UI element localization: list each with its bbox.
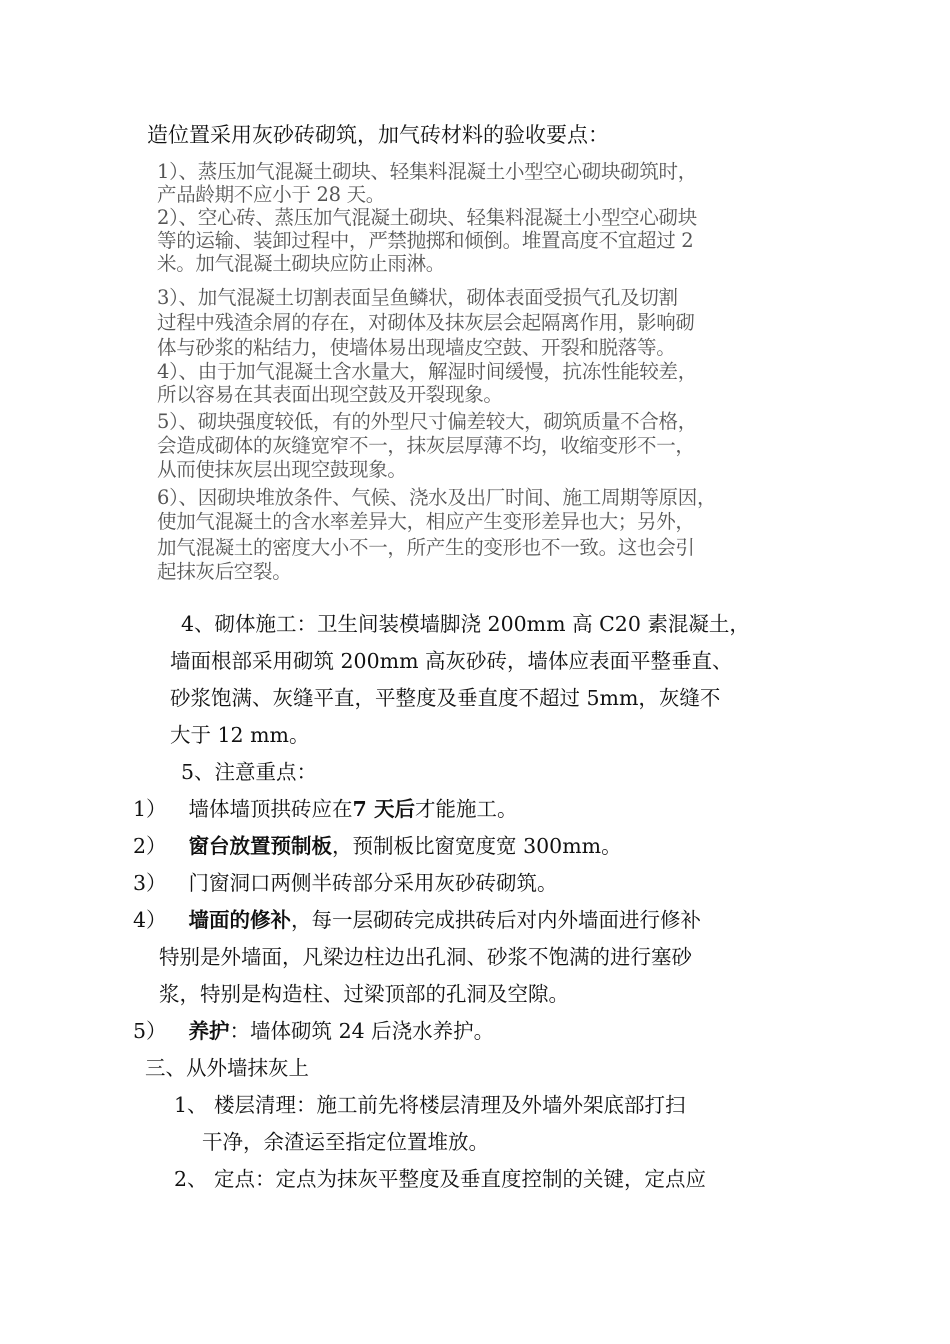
key-points-heading: 5、注意重点：	[181, 760, 318, 784]
list-number: 3）	[133, 871, 167, 895]
acceptance-line: 过程中残渣余屑的存在，对砌体及抹灰层会起隔离作用，影响砌	[157, 311, 695, 334]
acceptance-line: 4）、由于加气混凝土含水量大，解湿时间缓慢，抗冻性能较差，	[157, 360, 697, 383]
masonry-line: 墙面根部采用砌筑 200mm 高灰砂砖，墙体应表面平整垂直、	[170, 649, 733, 673]
masonry-line: 大于 12 mm。	[170, 723, 310, 747]
key-point-4-continued: 浆，特别是构造柱、过梁顶部的孔洞及空隙。	[159, 982, 569, 1006]
list-number: 1）	[133, 797, 167, 821]
masonry-line: 4、砌体施工：卫生间装模墙脚浇 200mm 高 C20 素混凝土，	[181, 612, 750, 636]
section-3-line: 干净，余渣运至指定位置堆放。	[202, 1130, 489, 1154]
acceptance-line: 会造成砌体的灰缝宽窄不一，抹灰层厚薄不均，收缩变形不一，	[157, 434, 695, 457]
acceptance-line: 2）、空心砖、蒸压加气混凝土砌块、轻集料混凝土小型空心砌块	[157, 206, 697, 229]
key-point-text: ，每一层砌砖完成拱砖后对内外墙面进行修补	[291, 908, 702, 932]
acceptance-line: 使加气混凝土的含水率差异大，相应产生变形差异也大；另外，	[157, 510, 695, 533]
key-point-emphasis: 养护	[188, 1019, 230, 1043]
key-point-emphasis: 窗台放置预制板	[188, 834, 333, 858]
acceptance-line: 1）、蒸压加气混凝土砌块、轻集料混凝土小型空心砌块砌筑时，	[157, 160, 697, 183]
list-number: 4）	[133, 908, 167, 932]
key-point-text: 才能施工。	[414, 797, 518, 821]
key-point-5	[133, 1021, 494, 1042]
key-point-emphasis: 墙面的修补	[188, 908, 292, 932]
acceptance-line: 产品龄期不应小于 28 天。	[157, 183, 386, 206]
key-point-text: ，预制板比窗宽度宽 300mm。	[332, 834, 622, 858]
list-number: 5）	[133, 1019, 167, 1043]
intro-line: 造位置采用灰砂砖砌筑，加气砖材料的验收要点：	[147, 123, 609, 147]
key-point-1	[133, 799, 517, 820]
masonry-line: 砂浆饱满、灰缝平直，平整度及垂直度不超过 5mm，灰缝不	[170, 686, 721, 710]
acceptance-line: 等的运输、装卸过程中，严禁抛掷和倾倒。堆置高度不宜超过 2	[157, 229, 694, 252]
key-point-2	[133, 836, 622, 857]
key-point-text: 门窗洞口两侧半砖部分采用灰砂砖砌筑。	[188, 871, 558, 895]
acceptance-line: 5）、砌块强度较低，有的外型尺寸偏差较大，砌筑质量不合格，	[157, 410, 697, 433]
acceptance-line: 体与砂浆的粘结力，使墙体易出现墙皮空鼓、开裂和脱落等。	[157, 336, 676, 359]
acceptance-line: 6）、因砌块堆放条件、气候、浇水及出厂时间、施工周期等原因，	[157, 486, 717, 509]
acceptance-line: 3）、加气混凝土切割表面呈鱼鳞状，砌体表面受损气孔及切割	[157, 286, 678, 309]
section-3-line: 2、 定点：定点为抹灰平整度及垂直度控制的关键，定点应	[174, 1167, 707, 1191]
list-number: 2）	[133, 834, 167, 858]
acceptance-line: 米。加气混凝土砌块应防止雨淋。	[157, 252, 446, 275]
section-3-line: 1、 楼层清理：施工前先将楼层清理及外墙外架底部打扫	[174, 1093, 686, 1117]
section-3-heading: 三、从外墙抹灰上	[145, 1056, 309, 1080]
key-point-4	[133, 910, 701, 931]
key-point-4-continued: 特别是外墙面，凡梁边柱边出孔洞、砂浆不饱满的进行塞砂	[159, 945, 692, 969]
key-point-emphasis: 7 天后	[352, 797, 415, 821]
acceptance-line: 所以容易在其表面出现空鼓及开裂现象。	[157, 383, 503, 406]
acceptance-line: 起抹灰后空裂。	[157, 560, 292, 583]
key-point-text: ：墙体砌筑 24 后浇水养护。	[229, 1019, 495, 1043]
acceptance-line: 加气混凝土的密度大小不一，所产生的变形也不一致。这也会引	[157, 536, 695, 559]
key-point-text: 墙体墙顶拱砖应在	[188, 797, 353, 821]
key-point-3	[133, 873, 558, 894]
acceptance-line: 从而使抹灰层出现空鼓现象。	[157, 458, 407, 481]
